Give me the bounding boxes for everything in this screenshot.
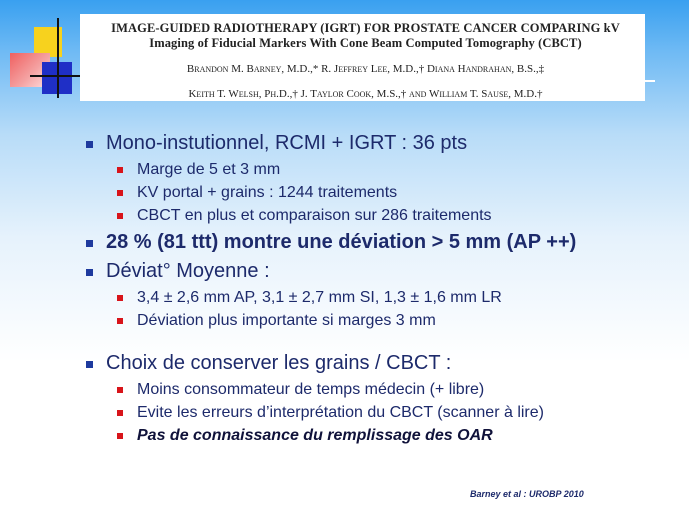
bullet-text: Choix de conserver les grains / CBCT :	[106, 352, 452, 374]
spacer	[86, 332, 666, 348]
article-authors-line-1: Brandon M. Barney, M.D.,* R. Jeffrey Lee, M.D.,† Diana Handrahan, B.S.,‡	[186, 63, 545, 75]
square-bullet-icon	[86, 240, 93, 247]
sub-bullet-text: 3,4 ± 2,6 mm AP, 3,1 ± 2,7 mm SI, 1,3 ± 1,6 mm LR	[137, 289, 502, 306]
sub-bullet-margins	[86, 158, 666, 181]
square-bullet-icon	[86, 141, 93, 148]
square-bullet-icon	[117, 190, 123, 196]
sub-bullet-time	[86, 378, 666, 401]
sub-bullet-text: Pas de connaissance du remplissage des OAR	[137, 427, 493, 444]
square-bullet-icon	[86, 269, 93, 276]
sub-bullet-kv-portal	[86, 181, 666, 204]
bullet-text: 28 % (81 ttt) montre une déviation > 5 mm (AP ++)	[106, 231, 577, 253]
bullet-mean-deviation	[86, 258, 666, 285]
sub-bullet-text: Moins consommateur de temps médecin (+ libre)	[137, 381, 485, 398]
sub-bullet-oar	[86, 424, 666, 447]
article-header-image	[80, 14, 645, 101]
square-bullet-icon	[117, 295, 123, 301]
bullet-deviation-rate	[86, 229, 666, 256]
sub-bullet-text: Déviation plus importante si marges 3 mm	[137, 312, 436, 329]
article-authors-line-2: Keith T. Welsh, Ph.D.,† J. Taylor Cook, M.S.,† and William T. Sause, M.D.†	[188, 88, 543, 100]
sub-bullet-text: CBCT en plus et comparaison sur 286 traitements	[137, 207, 492, 224]
bullet-text: Déviat° Moyenne :	[106, 260, 270, 282]
square-bullet-icon	[117, 318, 123, 324]
slide-body	[86, 128, 666, 447]
decor-horizontal-line	[30, 75, 80, 77]
square-bullet-icon	[117, 213, 123, 219]
square-bullet-icon	[117, 387, 123, 393]
bullet-text: Mono-instutionnel, RCMI + IGRT : 36 pts	[106, 132, 468, 154]
sub-bullet-text: Marge de 5 et 3 mm	[137, 161, 281, 178]
square-bullet-icon	[86, 361, 93, 368]
sub-bullet-text: KV portal + grains : 1244 traitements	[137, 184, 398, 201]
sub-bullet-interpretation	[86, 401, 666, 424]
square-bullet-icon	[117, 433, 123, 439]
citation: Barney et al : UROBP 2010	[470, 489, 584, 499]
decor-right-tick	[645, 80, 655, 82]
bullet-choice	[86, 350, 666, 377]
square-bullet-icon	[117, 410, 123, 416]
article-title-line-1: IMAGE-GUIDED RADIOTHERAPY (IGRT) FOR PROSTATE CANCER COMPARING kV	[111, 21, 620, 35]
bullet-study-design	[86, 130, 666, 157]
sub-bullet-deviation-margins	[86, 309, 666, 332]
sub-bullet-cbct	[86, 204, 666, 227]
sub-bullet-deviation-values	[86, 286, 666, 309]
sub-bullet-text: Evite les erreurs d’interprétation du CBCT (scanner à lire)	[137, 404, 544, 421]
article-title-line-2: Imaging of Fiducial Markers With Cone Beam Computed Tomography (CBCT)	[149, 36, 582, 50]
square-bullet-icon	[117, 167, 123, 173]
decor-vertical-line	[57, 18, 59, 98]
